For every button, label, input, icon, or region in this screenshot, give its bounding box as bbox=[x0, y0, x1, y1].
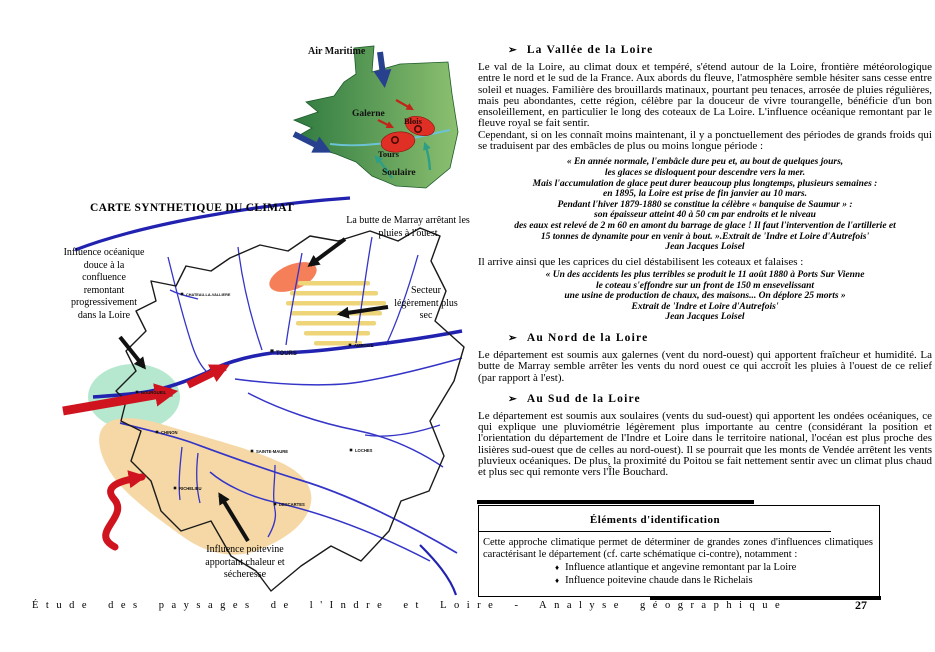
box-bottom-accent-bar bbox=[650, 596, 881, 600]
arrow-bullet-icon: ➢ bbox=[508, 45, 517, 56]
town-chateau-la-valliere bbox=[181, 293, 231, 297]
quote-line: Extrait de 'Indre et Loire d'Autrefois' bbox=[631, 301, 779, 312]
annotation-influence-poitevine: Influence poitevine apportant chaleur et sécheresse bbox=[205, 544, 285, 580]
inset-label-soulaire: Soulaire bbox=[382, 168, 416, 178]
quote-line: les glaces se disloquent pour descendre vers la mer. bbox=[604, 167, 806, 178]
section-heading-label: La Vallée de la Loire bbox=[526, 44, 654, 56]
annotation-influence-oceanique: Influence océanique douce à la confluence remontant progressivement dans la Loire bbox=[63, 247, 145, 321]
bullet-item bbox=[555, 575, 879, 588]
quote-line: 15 tonnes de dynamite pour en venir à bout. ».Extrait de 'Indre et Loire d'Autrefois' bbox=[540, 231, 870, 242]
diamond-bullet-icon: ♦ bbox=[555, 563, 560, 572]
quote-line: une usine de production de chaux, des maisons... On déplore 25 morts » bbox=[564, 291, 846, 302]
arrow-bullet-icon: ➢ bbox=[508, 332, 517, 344]
town-label: BOURGUEIL bbox=[141, 390, 167, 395]
river bbox=[238, 247, 262, 350]
section-heading-vallee bbox=[508, 44, 932, 56]
quote-line: en 1895, la Loire est prise de fin janvier au 10 mars. bbox=[603, 189, 807, 200]
annotation-arrow-icon bbox=[310, 239, 345, 265]
quote-line: « Un des accidents les plus terribles se produit le 11 août 1880 à Ports Sur Vienne bbox=[545, 270, 865, 281]
town-label: AMBOISE bbox=[354, 343, 374, 348]
quote-attribution: Jean Jacques Loisel bbox=[665, 312, 745, 323]
town-label: LOCHES bbox=[355, 448, 373, 453]
town-label: DESCARTES bbox=[279, 502, 305, 507]
paragraph-nord: Le département est soumis aux galernes (vent du nord-ouest) qui apportent fraîcheur et humidité. La butte de Marray semble arrêter les vents du nord ouest ce qui accroît les pluies à l'ouest de ce relief (par rapport à l'est). bbox=[478, 348, 932, 384]
quote-line: Pendant l'hiver 1879-1880 se constitue la célèbre « banquise de Saumur » : bbox=[557, 199, 853, 210]
town-descartes bbox=[274, 502, 305, 507]
paragraph-sud: Le département est soumis aux soulaires (vents du sud-ouest) qui apportent les ondées océaniques, ce qui explique une pluviométrie légèrement plus importante au centre (considérant la position et l'orientation du département de l'Indre et Loire dans le territoire national, l'océan est plus proche des lisières sud-ouest que de celles au nord-ouest). Il se pourrait que les monts de Vendée arrêtent les vents pluvieux océaniques. De plus, la proximité du Poitou se fait nettement sentir avec un climat plus chaud et plus sec qui remonte vers l'Île Bouchard. bbox=[478, 409, 932, 479]
inset-label-blois: Blois bbox=[404, 116, 422, 126]
annotation-butte-marray: La butte de Marray arrêtant les pluies à l'ouest bbox=[346, 215, 470, 239]
box-title-row bbox=[479, 506, 831, 532]
inset-label-tours: Tours bbox=[378, 149, 399, 159]
town-label: SAINTE-MAURE bbox=[256, 449, 289, 454]
quote-line: son épaisseur atteint 40 à 50 cm par endroits et le niveau bbox=[594, 210, 816, 221]
town-label: RICHELIEU bbox=[179, 486, 202, 491]
zone-poitevine bbox=[99, 418, 311, 554]
quote-line: Mais l'accumulation de glace peut durer beaucoup plus longtemps, plusieurs semaines : bbox=[532, 178, 878, 189]
page-number: 27 bbox=[855, 598, 867, 612]
diamond-bullet-icon: ♦ bbox=[555, 575, 560, 585]
town-bourgueil bbox=[136, 390, 167, 395]
town-label: CHATEAU-LA-VALLIERE bbox=[186, 293, 231, 297]
river-cher bbox=[235, 358, 462, 385]
quote-attribution: Jean Jacques Loisel bbox=[665, 242, 745, 253]
paragraph-falaises: Il arrive ainsi que les caprices du ciel déstabilisent les coteaux et falaises : bbox=[478, 255, 804, 268]
river-indrois bbox=[365, 425, 440, 436]
paragraph-vallee-2: Cependant, si on les connaît moins maintenant, il y a ponctuellement des périodes de grands froids qui se traduisent par des embâcles de plus ou moins longue période : bbox=[478, 128, 932, 153]
text-column bbox=[478, 44, 932, 479]
river-vienne-exit bbox=[420, 545, 456, 595]
section-heading-nord bbox=[508, 332, 932, 344]
river bbox=[356, 237, 372, 343]
maritime-arrow-north-icon bbox=[380, 52, 384, 82]
arrow-bullet-icon: ➢ bbox=[508, 393, 517, 405]
bullet-text: Influence poitevine chaude dans le Richelais bbox=[565, 574, 753, 586]
bullet-item bbox=[555, 562, 879, 575]
paragraph-vallee-1: Le val de la Loire, au climat doux et tempéré, s'étend autour de la Loire, frontière météorologique entre le nord et le sud de la France. Aux abords du fleuve, l'atmosphère semble hésiter sans cesse entre soleil et nuages. Familière des brouillards matinaux, pourtant peu tenaces, arrosée de pluies régulières, mais peu abondantes, cette région, célèbre par la douceur de vivre tourangelle, bénéficie d'un bon ensoleillement, en particulier le long des coteaux de La Loire. L'influence océanique remontant par le fleuve royal se fait sentir. bbox=[478, 61, 932, 130]
bullet-text: Influence atlantique et angevine remontant par la Loire bbox=[565, 562, 797, 573]
river-indre bbox=[248, 393, 443, 467]
town-sainte-maure bbox=[251, 449, 289, 454]
elements-identification-box bbox=[478, 505, 880, 597]
map-title: CARTE SYNTHETIQUE DU CLIMAT bbox=[90, 202, 294, 214]
quote-line: le coteau s'effondre sur un front de 150 m ensevelissant bbox=[595, 280, 815, 291]
section-heading-label: Au Sud de la Loire bbox=[526, 392, 641, 405]
quote-embacle bbox=[478, 157, 932, 252]
quote-line: « En année normale, l'embâcle dure peu et, au bout de quelques jours, bbox=[566, 157, 844, 168]
red-arrow-icon bbox=[188, 367, 225, 385]
quote-accident bbox=[478, 270, 932, 323]
town-label: CHINON bbox=[161, 430, 178, 435]
box-bullet-list bbox=[555, 562, 879, 587]
inset-map bbox=[278, 36, 473, 200]
box-top-accent-bar bbox=[477, 500, 754, 504]
zone-secteur-sec-stripes bbox=[286, 281, 386, 346]
section-heading-label: Au Nord de la Loire bbox=[526, 331, 649, 344]
town-loches bbox=[350, 448, 373, 453]
box-title: Éléments d'identification bbox=[589, 514, 721, 526]
section-heading-sud bbox=[508, 393, 932, 405]
inset-label-air-maritime: Air Maritime bbox=[308, 46, 366, 57]
town-label: TOURS bbox=[276, 351, 297, 357]
inset-label-galerne: Galerne bbox=[352, 109, 385, 119]
quote-line: des eaux est relevé de 2 m 60 en amont du barrage de glace ! Il faut l'intervention de l'artillerie et bbox=[514, 220, 896, 231]
river bbox=[168, 257, 206, 371]
annotation-secteur-sec: Secteur légèrement plus sec bbox=[394, 285, 458, 321]
box-intro-text: Cette approche climatique permet de déterminer de grandes zones d'influences climatiques caractérisant le département (cf. carte schématique ci-contre), notamment : bbox=[483, 537, 873, 560]
footer-title: Étude des paysages de l'Indre et Loire - Analyse géographique bbox=[32, 600, 788, 611]
